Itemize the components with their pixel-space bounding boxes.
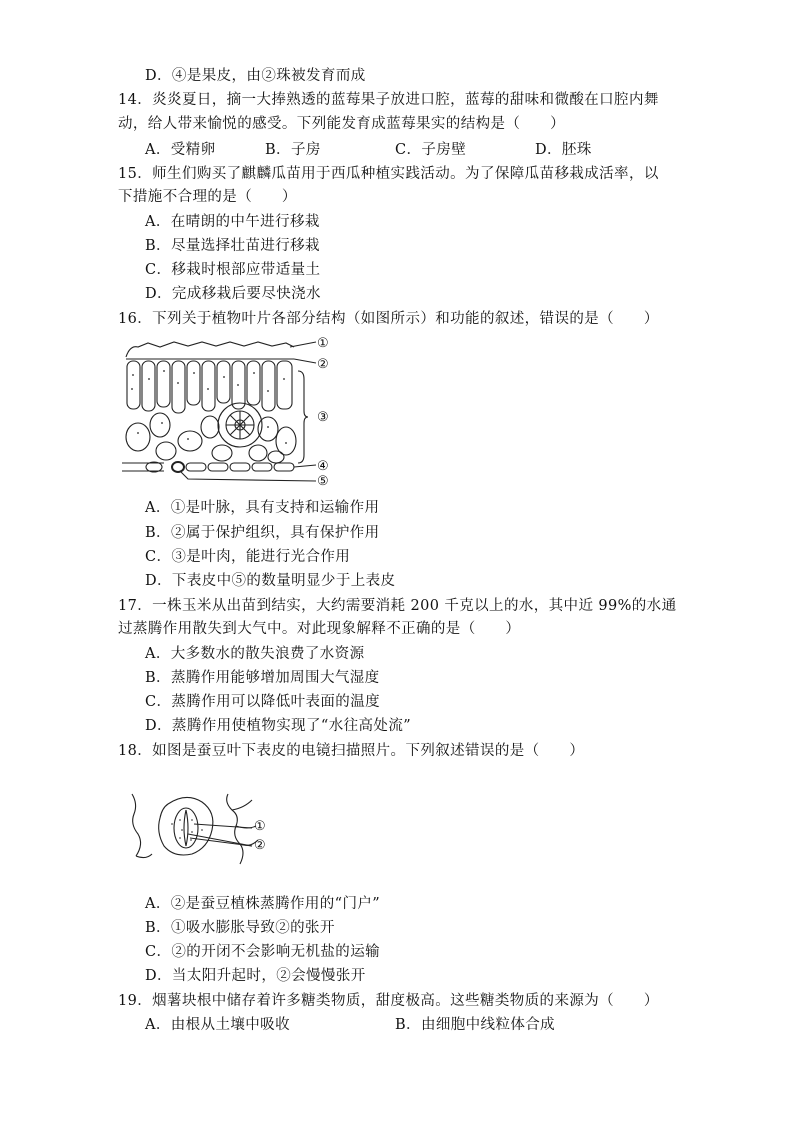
q15-option-d: D．完成移栽后要尽快浇水 xyxy=(145,286,321,302)
q14-stem-line1: 14．炎炎夏日，摘一大捧熟透的蓝莓果子放进口腔，蓝莓的甜味和微酸在口腔内舞 xyxy=(118,92,659,108)
q15-option-b: B．尽量选择壮苗进行移栽 xyxy=(145,238,320,254)
q18-option-a: A．②是蚕豆植株蒸腾作用的“门户” xyxy=(145,896,381,912)
q15-option-a: A．在晴朗的中午进行移栽 xyxy=(145,214,320,230)
q18-stem: 18．如图是蚕豆叶下表皮的电镜扫描照片。下列叙述错误的是（ ） xyxy=(118,743,585,759)
q15-stem-line2: 下措施不合理的是（ ） xyxy=(118,189,297,205)
q15-stem-line1: 15．师生们购买了麒麟瓜苗用于西瓜种植实践活动。为了保障瓜苗移栽成活率，以 xyxy=(118,166,659,182)
q14-stem-line2: 动，给人带来愉悦的感受。下列能发育成蓝莓果实的结构是（ ） xyxy=(118,116,565,132)
q17-stem-line2: 过蒸腾作用散失到大气中。对此现象解释不正确的是（ ） xyxy=(118,621,521,637)
q18-option-d: D．当太阳升起时，②会慢慢张开 xyxy=(145,968,366,984)
q16-option-d: D．下表皮中⑤的数量明显少于上表皮 xyxy=(145,573,396,589)
q16-figure-label-5: ⑤ xyxy=(317,474,330,489)
q14-option-b: B．子房 xyxy=(265,142,321,158)
q17-option-b: B．蒸腾作用能够增加周围大气湿度 xyxy=(145,670,380,686)
q16-figure-label-2: ② xyxy=(317,357,330,372)
q16-option-b: B．②属于保护组织，具有保护作用 xyxy=(145,525,380,541)
q16-option-a: A．①是叶脉，具有支持和运输作用 xyxy=(145,500,380,516)
q17-option-d: D．蒸腾作用使植物实现了“水往高处流” xyxy=(145,718,412,734)
q14-option-d: D．胚珠 xyxy=(535,142,592,158)
q18-figure-label-2: ② xyxy=(254,838,267,853)
q18-option-c: C．②的开闭不会影响无机盐的运输 xyxy=(145,944,380,960)
q17-stem-line1: 17．一株玉米从出苗到结实，大约需要消耗 200 千克以上的水，其中近 99%的水通 xyxy=(118,598,677,614)
q16-option-c: C．③是叶肉，能进行光合作用 xyxy=(145,549,351,565)
q18-option-b: B．①吸水膨胀导致②的张开 xyxy=(145,920,335,936)
q16-stem: 16．下列关于植物叶片各部分结构（如图所示）和功能的叙述，错误的是（ ） xyxy=(118,311,659,327)
q16-figure-label-1: ① xyxy=(317,336,330,351)
q16-figure-label-4: ④ xyxy=(317,459,330,474)
q17-option-c: C．蒸腾作用可以降低叶表面的温度 xyxy=(145,694,380,710)
leaf-cross-section-figure xyxy=(118,333,338,493)
q19-option-b: B．由细胞中线粒体合成 xyxy=(395,1017,556,1033)
q19-stem: 19．烟薯块根中储存着许多糖类物质，甜度极高。这些糖类物质的来源为（ ） xyxy=(118,993,659,1009)
q15-option-c: C．移栽时根部应带适量土 xyxy=(145,262,321,278)
q14-option-c: C．子房壁 xyxy=(395,142,467,158)
q16-figure-label-3: ③ xyxy=(317,410,330,425)
q13-option-d: D．④是果皮，由②珠被发育而成 xyxy=(145,68,366,84)
q14-option-a: A．受精卵 xyxy=(145,142,216,158)
q17-option-a: A．大多数水的散失浪费了水资源 xyxy=(145,646,365,662)
q18-figure-label-1: ① xyxy=(254,819,267,834)
q19-option-a: A．由根从土壤中吸收 xyxy=(145,1017,290,1033)
